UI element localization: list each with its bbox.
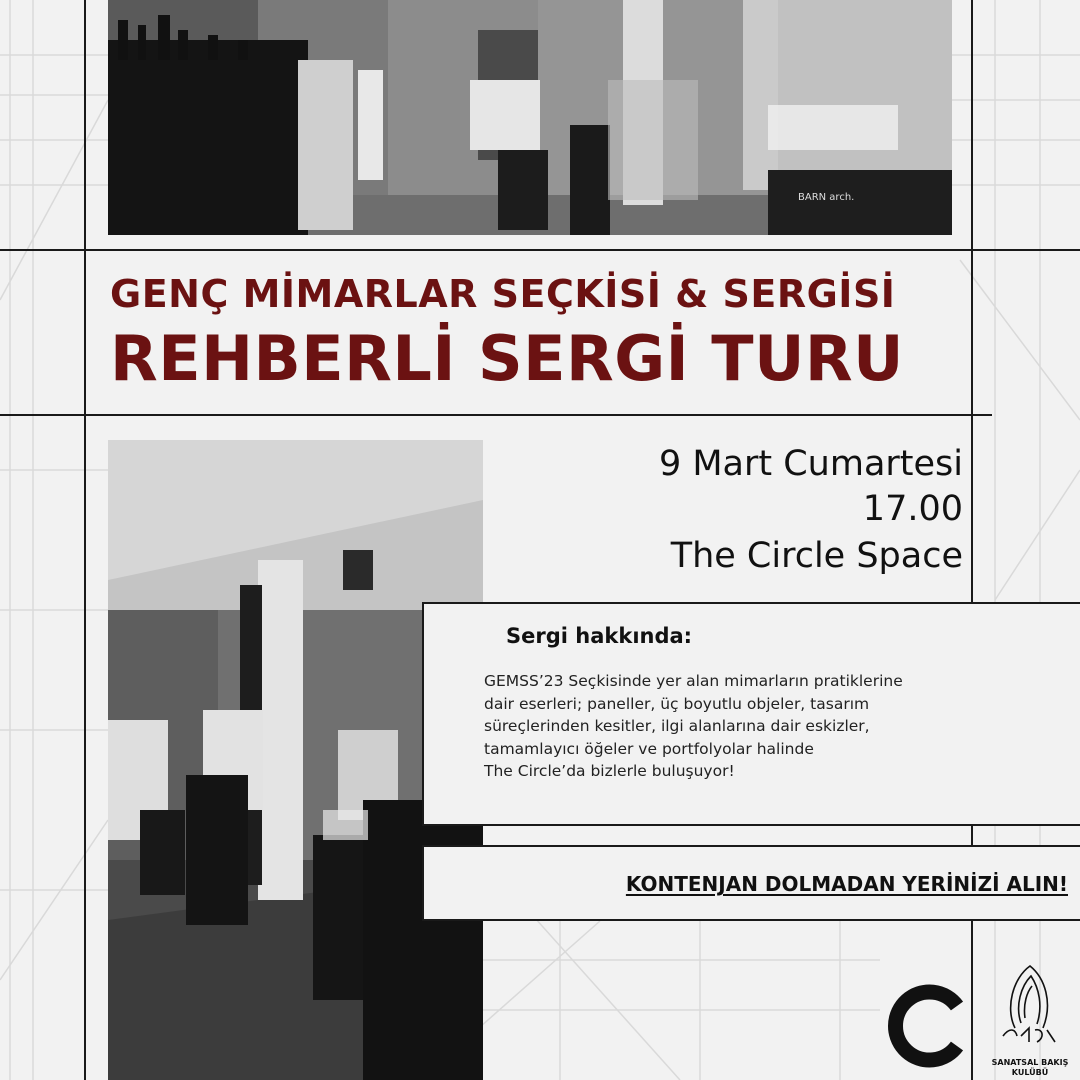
exhibition-photo-top [108, 0, 952, 235]
event-date: 9 Mart Cumartesi [658, 444, 963, 484]
headline-line-2: REHBERLİ SERGİ TURU [110, 322, 905, 395]
cta-text: KONTENJAN DOLMADAN YERİNİZİ ALIN! [625, 872, 1068, 896]
club-logo [985, 958, 1075, 1078]
about-line: The Circle’da bizlerle buluşuyor! [484, 762, 735, 780]
club-logo-text [985, 1058, 1075, 1078]
cta-panel [422, 845, 1080, 921]
photo-label: BARN arch. [798, 192, 855, 203]
the-circle-logo-icon [886, 984, 970, 1068]
about-line: dair eserleri; paneller, üç boyutlu objeler, tasarım [484, 694, 870, 713]
club-logo-line-2: KULÜBÜ [1011, 1068, 1049, 1077]
about-line: süreçlerinden kesitler, ilgi alanlarına dair eskizler, [484, 717, 870, 735]
club-logo-line-1: SANATSAL BAKIŞ [991, 1058, 1069, 1067]
headline-line-1: GENÇ MİMARLAR SEÇKİSİ & SERGİSİ [110, 272, 896, 316]
about-heading: Sergi hakkında: [506, 624, 693, 648]
about-panel [422, 602, 1080, 826]
event-time: 17.00 [862, 489, 963, 529]
about-description [484, 670, 1024, 783]
event-venue: The Circle Space [670, 536, 963, 576]
about-line: tamamlayıcı öğeler ve portfolyolar halinde [484, 739, 814, 758]
about-line: GEMSS’23 Seçkisinde yer alan mimarların pratiklerine [484, 672, 903, 690]
club-emblem-icon [985, 958, 1075, 1054]
